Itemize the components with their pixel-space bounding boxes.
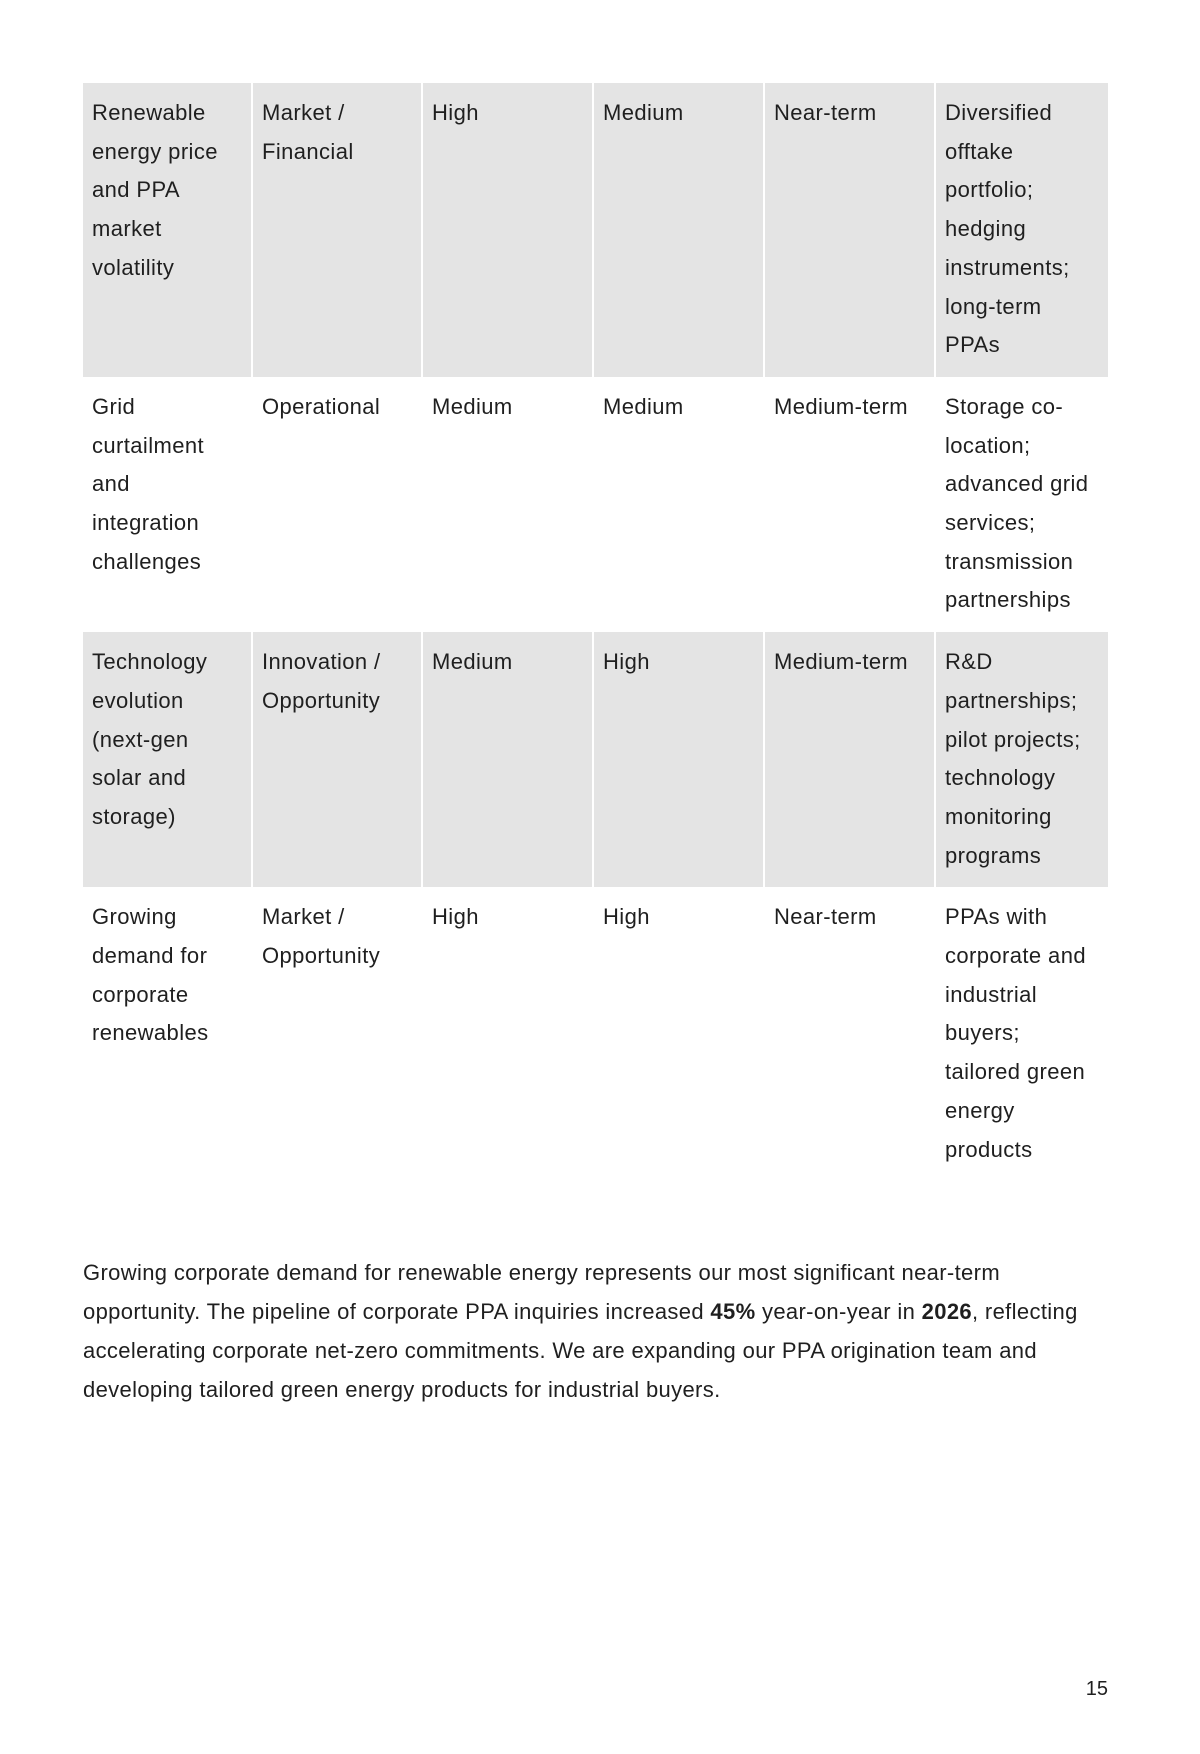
page-number: 15 [1085,1678,1108,1700]
table-cell-mitigation: PPAs with corporate and industrial buyers; tailored green energy products [936,887,1108,1181]
table-cell-impact: High [594,632,765,887]
table-cell-impact: High [594,887,765,1181]
table-cell-likelihood: Medium [423,632,594,887]
table-cell-risk: Grid curtailment and integration challenges [83,377,253,632]
table-cell-category: Market / Opportunity [253,887,423,1181]
paragraph-text: year-on-year in [755,1299,922,1324]
table-row [83,83,1108,377]
table-cell-category: Innovation / Opportunity [253,632,423,887]
table-cell-likelihood: High [423,83,594,377]
table-cell-impact: Medium [594,377,765,632]
table-cell-time-horizon: Medium-term [765,377,936,632]
table-cell-category: Operational [253,377,423,632]
paragraph-text: Growing corporate demand for renewable energy represents our most significant near-term opportunity. The pipeline of corporate PPA inquiries increased [83,1260,1000,1324]
table-row [83,377,1108,632]
table-cell-mitigation: Diversified offtake portfolio; hedging instruments; long-term PPAs [936,83,1108,377]
table-cell-likelihood: High [423,887,594,1181]
highlight-year: 2026 [921,1299,972,1324]
table-cell-time-horizon: Near-term [765,887,936,1181]
table-cell-time-horizon: Medium-term [765,632,936,887]
highlight-percentage: 45% [710,1299,756,1324]
table-cell-likelihood: Medium [423,377,594,632]
table-cell-category: Market / Financial [253,83,423,377]
risk-opportunity-table [83,83,1108,1181]
paragraph-text: , reflecting accelerating corporate net-zero commitments. We are expanding our PPA origination team and developing tailored green energy products for industrial buyers. [83,1299,1078,1402]
body-paragraph [83,1253,1108,1409]
table-cell-impact: Medium [594,83,765,377]
table-cell-mitigation: R&D partnerships; pilot projects; technology monitoring programs [936,632,1108,887]
table-cell-risk: Renewable energy price and PPA market volatility [83,83,253,377]
table-cell-mitigation: Storage co-location; advanced grid services; transmission partnerships [936,377,1108,632]
table-cell-time-horizon: Near-term [765,83,936,377]
table-cell-risk: Technology evolution (next-gen solar and storage) [83,632,253,887]
table-row [83,632,1108,887]
table-row [83,887,1108,1181]
table-cell-risk: Growing demand for corporate renewables [83,887,253,1181]
